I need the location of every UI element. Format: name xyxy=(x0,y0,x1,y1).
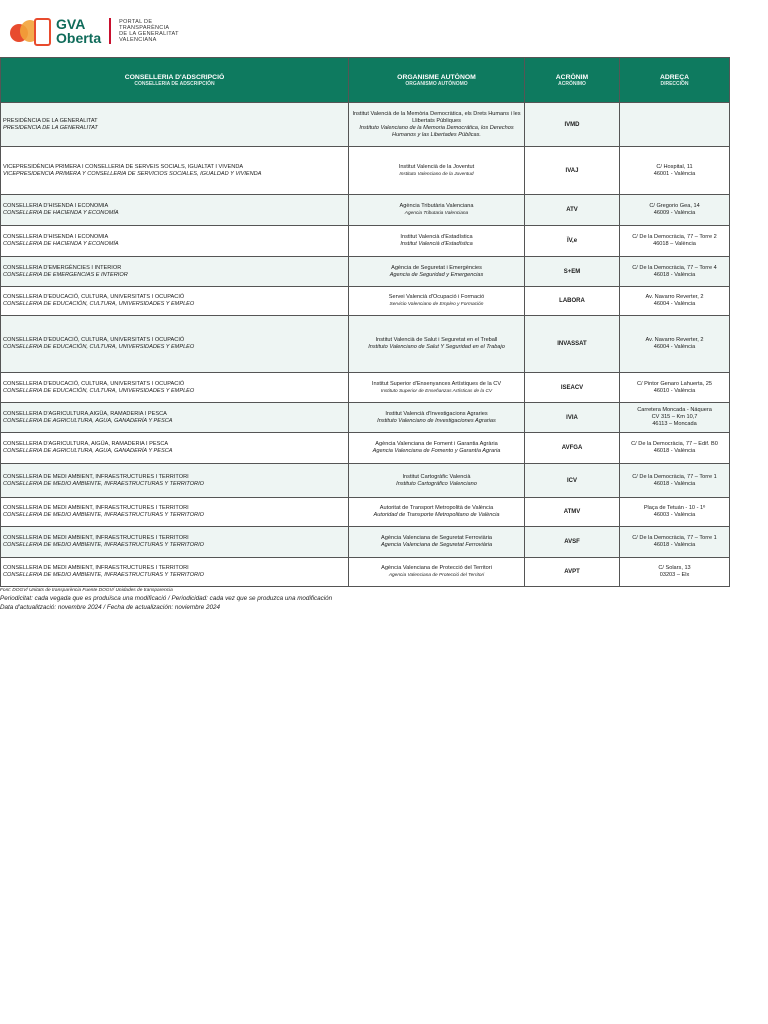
conselleria-es: CONSELLERIA DE EDUCACIÓN, CULTURA, UNIVERSIDADES Y EMPLEO xyxy=(3,344,195,350)
cell-conselleria xyxy=(1,257,349,287)
portal-line-1: PORTAL DE xyxy=(119,19,153,25)
column-header-organisme xyxy=(349,58,525,103)
table-row xyxy=(1,287,730,316)
organisme-es: Agencia Valenciana de Fomento y Garantía Agraria xyxy=(372,448,501,454)
address-line-1: C/ De la Democràcia, 77 – Edif. B0 xyxy=(631,441,718,447)
cell-organisme xyxy=(349,257,525,287)
cell-acronim: ISEACV xyxy=(525,373,620,403)
address-line-2: 46003 - València xyxy=(653,512,696,518)
conselleria-va: PRESIDÈNCIA DE LA GENERALITAT xyxy=(3,117,98,124)
conselleria-es: CONSELLERIA DE MEDIO AMBIENTE, INFRAESTRUCTURAS Y TERRITORIO xyxy=(3,542,204,548)
header-sub: DIRECCIÓN xyxy=(660,80,689,87)
cell-acronim: ÏV,e xyxy=(525,226,620,257)
organisme-es: Instituto Valenciano de la Juventud xyxy=(399,171,474,177)
address-line-2: 46018 - València xyxy=(653,448,696,454)
organisme-es: Instituto Superior de Enseñanzas Artísticas de la CV xyxy=(380,388,493,394)
cell-acronim: INVASSAT xyxy=(525,316,620,373)
table-row xyxy=(1,527,730,558)
cell-organisme xyxy=(349,195,525,226)
cell-conselleria xyxy=(1,464,349,498)
conselleria-va: CONSELLERIA DE MEDI AMBIENT, INFRAESTRUCTURES I TERRITORI xyxy=(3,473,189,480)
cell-organisme xyxy=(349,103,525,147)
header-main: ORGANISME AUTÒNOM xyxy=(397,73,476,81)
organisme-va: Institut Valencià de la Memòria Democràtica, els Drets Humans i les Llibertats Públiques xyxy=(352,110,521,124)
table-header-row xyxy=(1,58,730,103)
cell-acronim: LABORA xyxy=(525,287,620,316)
conselleria-es: CONSELLERIA DE MEDIO AMBIENTE, INFRAESTRUCTURAS Y TERRITORIO xyxy=(3,480,204,487)
address-line-1: C/ De la Democràcia, 77 – Torre 1 xyxy=(632,473,717,480)
address-line-2: 46018 - València xyxy=(653,271,696,278)
footer-notes xyxy=(0,588,332,612)
organisme-va: Institut Valencià de Salut i Seguretat en el Treball xyxy=(375,337,498,343)
conselleria-va: CONSELLERIA D'EMERGÈNCIES I INTERIOR xyxy=(3,264,122,271)
address-line-1: C/ De la Democràcia, 77 – Torre 4 xyxy=(632,264,717,271)
conselleria-va: CONSELLERIA DE MEDI AMBIENT, INFRAESTRUCTURES I TERRITORI xyxy=(3,505,189,511)
organisme-va: Agència Valenciana de Foment i Garantia Agrària xyxy=(375,441,498,447)
address-line-1: Plaça de Tetuán - 10 - 1º xyxy=(643,505,706,511)
organisme-va: Institut Superior d'Ensenyances Artístiques de la CV xyxy=(371,380,502,387)
conselleria-va: CONSELLERIA D'HISENDA I ECONOMIA xyxy=(3,203,109,209)
source-note: Font: DOGV/ Unitats de transparència Fuente DOGV/ Unidades de transparencia xyxy=(0,588,173,593)
conselleria-es: CONSELLERIA DE MEDIO AMBIENTE, INFRAESTRUCTURAS Y TERRITORIO xyxy=(3,572,204,578)
table-row xyxy=(1,373,730,403)
table-row xyxy=(1,464,730,498)
cell-organisme xyxy=(349,316,525,373)
cell-conselleria xyxy=(1,373,349,403)
table-row xyxy=(1,195,730,226)
organisme-es: Agencia Tributaria Valenciana xyxy=(404,211,469,216)
address-line-1: Av. Navarro Reverter, 2 xyxy=(645,294,704,300)
cell-conselleria xyxy=(1,316,349,373)
address-line-1: C/ De la Democràcia, 77 – Torre 1 xyxy=(632,535,717,541)
cell-organisme xyxy=(349,433,525,464)
organisme-es: Servicio Valenciano de Empleo y Formación xyxy=(389,302,484,307)
gva-oberta-logo-icon xyxy=(10,16,54,46)
portal-header xyxy=(10,14,179,48)
portal-label xyxy=(119,19,179,43)
conselleria-es: CONSELLERIA DE HACIENDA Y ECONOMÍA xyxy=(3,241,119,247)
cell-adreca xyxy=(620,373,730,403)
address-line-2: 46010 - València xyxy=(653,387,696,394)
organisme-es: Instituto Cartográfico Valenciano xyxy=(396,480,477,487)
brand-line-1: GVA xyxy=(56,16,86,32)
table-row xyxy=(1,226,730,257)
cell-organisme xyxy=(349,498,525,527)
cell-adreca xyxy=(620,103,730,147)
organisme-va: Agència Tributària Valenciana xyxy=(399,203,474,209)
cell-organisme xyxy=(349,403,525,433)
organisme-va: Agència Valenciana de Protecció del Territori xyxy=(381,565,492,571)
organisme-es: Agencia Valenciana de Seguretat Ferroviària xyxy=(380,542,493,548)
cell-conselleria xyxy=(1,403,349,433)
organisme-va: Institut Valencià d'Estadística xyxy=(400,234,473,240)
cell-acronim: IVAJ xyxy=(525,147,620,195)
table-row xyxy=(1,316,730,373)
organisme-es: Institut Valencià d'Estadística xyxy=(400,241,473,247)
conselleria-va: CONSELLERIA D'AGRICULTURA, AIGÜA, RAMADERIA I PESCA xyxy=(3,441,169,447)
conselleria-va: CONSELLERIA D'HISENDA I ECONOMIA xyxy=(3,234,109,240)
cell-organisme xyxy=(349,287,525,316)
cell-conselleria xyxy=(1,287,349,316)
conselleria-es: VICEPRESIDENCIA PRIMERA Y CONSELLERIA DE SERVICIOS SOCIALES, IGUALDAD Y VIVIENDA xyxy=(3,170,262,177)
cell-adreca xyxy=(620,316,730,373)
address-line-2: 46001 - València xyxy=(653,170,696,177)
organisme-es: Instituto Valenciano de Salut Y Seguridad en el Trabajo xyxy=(368,344,505,350)
header-main: CONSELLERIA D'ADSCRIPCIÓ xyxy=(124,73,225,81)
cell-organisme xyxy=(349,527,525,558)
cell-adreca xyxy=(620,403,730,433)
periodicity-note: Periodicitat: cada vegada que es produïsca una modificació / Periodicidad: cada vez que se produzca una modificación xyxy=(0,595,333,602)
table-row xyxy=(1,433,730,464)
cell-adreca xyxy=(620,433,730,464)
address-line-1: C/ Hospital, 11 xyxy=(656,163,693,170)
organisme-va: Agència Valenciana de Seguretat Ferroviària xyxy=(381,535,492,541)
conselleria-va: CONSELLERIA DE MEDI AMBIENT, INFRAESTRUCTURES I TERRITORI xyxy=(3,535,189,541)
organisme-va: Agència de Seguretat i Emergències xyxy=(391,264,482,271)
cell-acronim: IVIA xyxy=(525,403,620,433)
cell-acronim: AVPT xyxy=(525,558,620,587)
table-row xyxy=(1,147,730,195)
address-line-1: Av. Navarro Reverter, 2 xyxy=(645,337,704,343)
conselleria-va: CONSELLERIA D'EDUCACIÓ, CULTURA, UNIVERSITATS I OCUPACIÓ xyxy=(3,294,185,300)
cell-adreca xyxy=(620,257,730,287)
cell-conselleria xyxy=(1,147,349,195)
cell-adreca xyxy=(620,558,730,587)
conselleria-es: CONSELLERIA DE EMERGENCIAS E INTERIOR xyxy=(3,271,128,278)
cell-adreca xyxy=(620,287,730,316)
address-line-1: C/ Gregorio Gea, 14 xyxy=(649,203,700,209)
cell-acronim: IVMD xyxy=(525,103,620,147)
cell-adreca xyxy=(620,498,730,527)
address-line-2: 46018 - València xyxy=(653,542,696,548)
organisme-es: Agencia de Seguridad y Emergencias xyxy=(389,271,484,278)
conselleria-es: CONSELLERIA DE AGRICULTURA, AGUA, GANADERÍA Y PESCA xyxy=(3,417,173,424)
logo-divider xyxy=(109,18,111,44)
organisme-es: Agencia Valenciana de Protecció del Territori xyxy=(388,573,485,578)
organisme-es: Autoridad de Transporte Metropolitano de València xyxy=(373,512,500,518)
portal-line-3: DE LA GENERALITAT xyxy=(119,31,179,37)
brand-name xyxy=(56,17,101,45)
conselleria-es: CONSELLERIA DE HACIENDA Y ECONOMÍA xyxy=(3,210,119,216)
cell-conselleria xyxy=(1,558,349,587)
portal-line-4: VALENCIANA xyxy=(119,37,157,43)
table-row xyxy=(1,498,730,527)
organisme-va: Institut Valencià de la Joventut xyxy=(398,163,475,170)
header-sub: ORGANISMO AUTÓNOMO xyxy=(405,80,468,87)
organisme-va: Servei Valencià d'Ocupació i Formació xyxy=(388,294,485,300)
cell-acronim: ATMV xyxy=(525,498,620,527)
address-line-2: 46004 - València xyxy=(653,301,696,307)
header-sub: ACRÓNIMO xyxy=(558,80,586,87)
cell-adreca xyxy=(620,195,730,226)
address-line-2: 46009 - València xyxy=(653,210,696,216)
organisms-table xyxy=(0,57,730,587)
cell-acronim: AVFGA xyxy=(525,433,620,464)
cell-organisme xyxy=(349,558,525,587)
organisme-es: Instituto Valenciano de Investigaciones Agrarias xyxy=(377,417,496,424)
conselleria-es: PRESIDENCIA DE LA GENERALITAT xyxy=(3,124,98,131)
column-header-adreca xyxy=(620,58,730,103)
conselleria-es: CONSELLERIA DE EDUCACIÓN, CULTURA, UNIVERSIDADES Y EMPLEO xyxy=(3,387,195,394)
organisme-va: Institut Cartogràfic Valencià xyxy=(402,473,471,480)
cell-organisme xyxy=(349,373,525,403)
address-line-2: CV 315 – Km 10,7 xyxy=(651,414,698,420)
conselleria-va: CONSELLERIA D'AGRICULTURA,AIGÜA, RAMADERIA I PESCA xyxy=(3,410,167,417)
column-header-conselleria xyxy=(1,58,349,103)
address-line-2: 46004 - València xyxy=(653,344,696,350)
header-main: ACRÒNIM xyxy=(555,73,589,81)
address-line-1: C/ Pintor Genaro Lahuerta, 25 xyxy=(637,380,712,387)
address-line-2: 46018 – València xyxy=(653,241,696,247)
table-row xyxy=(1,257,730,287)
organisme-es: Instituto Valenciano de la Memoria Democrática, los Derechos Humanos y las Libertades Públicas. xyxy=(359,124,514,138)
cell-adreca xyxy=(620,147,730,195)
cell-conselleria xyxy=(1,103,349,147)
cell-organisme xyxy=(349,147,525,195)
address-line-2: 46018 - València xyxy=(653,480,696,487)
organisme-va: Autoritat de Transport Metropolità de València xyxy=(379,505,494,511)
cell-conselleria xyxy=(1,527,349,558)
cell-adreca xyxy=(620,464,730,498)
cell-acronim: ICV xyxy=(525,464,620,498)
table-row xyxy=(1,558,730,587)
address-line-1: C/ Solars, 13 xyxy=(658,565,691,571)
cell-adreca xyxy=(620,527,730,558)
organisme-va: Institut Valencià d'Investigacions Agraries xyxy=(385,410,488,417)
cell-conselleria xyxy=(1,226,349,257)
address-line-2: 03203 – Elx xyxy=(659,572,690,578)
table-row xyxy=(1,403,730,433)
update-date-note: Data d'actualització: novembre 2024 / Fecha de actualización: noviembre 2024 xyxy=(0,604,220,611)
address-line-3: 46113 – Moncada xyxy=(652,421,697,427)
header-main: ADREÇA xyxy=(659,73,690,81)
conselleria-va: CONSELLERIA D'EDUCACIÓ, CULTURA, UNIVERSITATS I OCUPACIÓ xyxy=(3,337,185,343)
column-header-acronim xyxy=(525,58,620,103)
header-sub: CONSELLERIA DE ADSCRIPCIÓN xyxy=(134,80,215,87)
cell-conselleria xyxy=(1,195,349,226)
conselleria-va: CONSELLERIA DE MEDI AMBIENT, INFRAESTRUCTURES I TERRITORI xyxy=(3,565,189,571)
cell-acronim: S+EM xyxy=(525,257,620,287)
cell-acronim: ATV xyxy=(525,195,620,226)
cell-conselleria xyxy=(1,498,349,527)
cell-adreca xyxy=(620,226,730,257)
cell-organisme xyxy=(349,464,525,498)
conselleria-es: CONSELLERIA DE EDUCACIÓN, CULTURA, UNIVERSIDADES Y EMPLEO xyxy=(3,301,195,307)
table-row xyxy=(1,103,730,147)
address-line-1: C/ De la Democràcia, 77 – Torre 2 xyxy=(632,234,717,240)
conselleria-va: VICEPRESIDÈNCIA PRIMERA I CONSELLERIA DE SERVEIS SOCIALS, IGUALTAT I VIVENDA xyxy=(3,163,244,170)
conselleria-va: CONSELLERIA D'EDUCACIÓ, CULTURA, UNIVERSITATS I OCUPACIÓ xyxy=(3,380,185,387)
cell-organisme xyxy=(349,226,525,257)
brand-line-2: Oberta xyxy=(56,30,102,46)
conselleria-es: CONSELLERIA DE AGRICULTURA, AGUA, GANADERÍA Y PESCA xyxy=(3,448,173,454)
conselleria-es: CONSELLERIA DE MEDIO AMBIENTE, INFRAESTRUCTURAS Y TERRITORIO xyxy=(3,512,204,518)
address-line-1: Carretera Moncada - Náquera xyxy=(637,407,712,413)
portal-line-2: TRANSPARÈNCIA xyxy=(119,25,170,31)
cell-conselleria xyxy=(1,433,349,464)
cell-acronim: AVSF xyxy=(525,527,620,558)
